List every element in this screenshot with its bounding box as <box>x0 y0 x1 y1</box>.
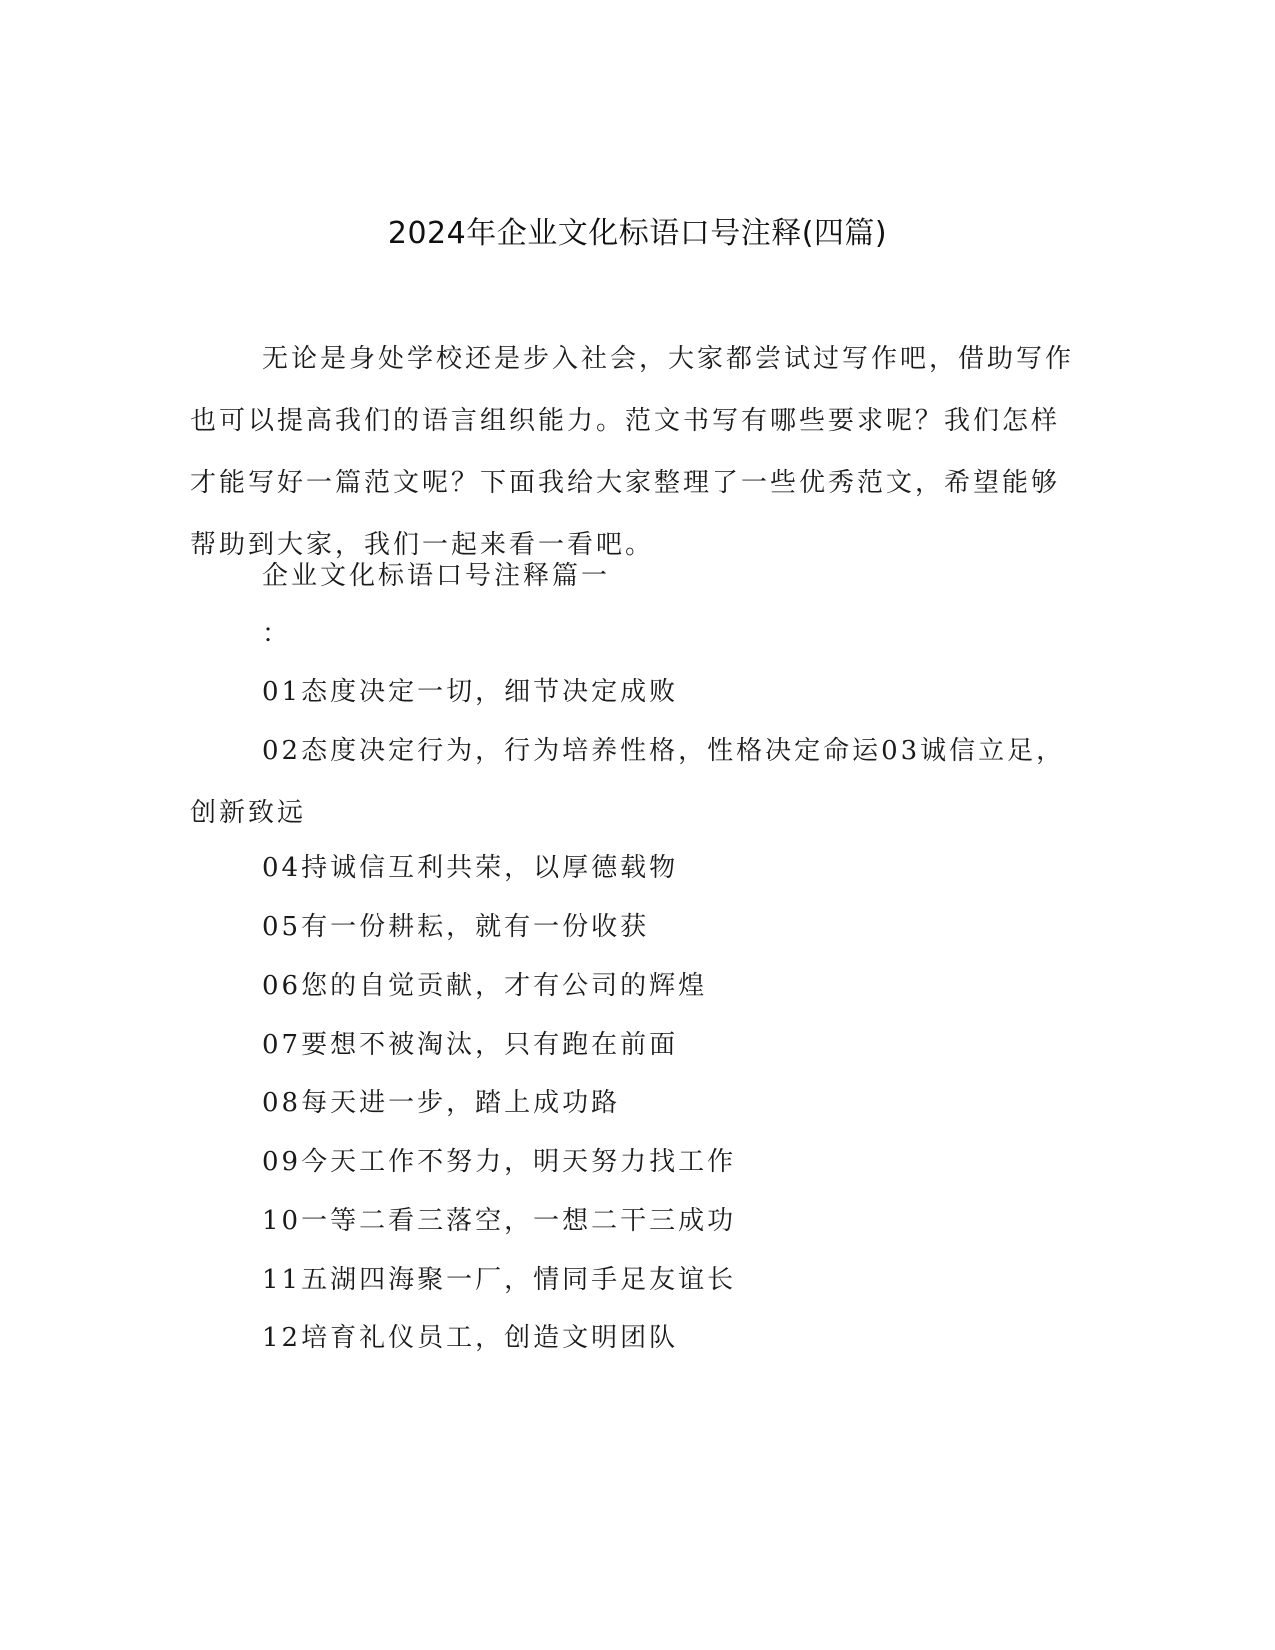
document-title: 2024年企业文化标语口号注释(四篇) <box>387 216 888 251</box>
colon-line: ： <box>262 619 292 649</box>
intro-paragraph: 无论是身处学校还是步入社会，大家都尝试过写作吧，借助写作也可以提高我们的语言组织能力。范文书写有哪些要求呢？我们怎样才能写好一篇范文呢？下面我给大家整理了一些优秀范文，希望能够帮助到大家，我们一起来看一看吧。 <box>190 344 1075 560</box>
slogan-item: 08每天进一步，踏上成功路 <box>262 1088 621 1118</box>
slogan-item: 05有一份耕耘，就有一份收获 <box>262 912 650 942</box>
slogan-item: 10一等二看三落空，一想二干三成功 <box>262 1206 737 1236</box>
slogan-item: 01态度决定一切，细节决定成败 <box>262 677 679 707</box>
slogan-item: 02态度决定行为，行为培养性格，性格决定命运03诚信立足，创新致远 <box>190 736 1066 828</box>
slogan-item: 09今天工作不努力，明天努力找工作 <box>262 1147 737 1177</box>
slogan-item: 06您的自觉贡献，才有公司的辉煌 <box>262 971 708 1001</box>
slogan-item: 04持诚信互利共荣，以厚德载物 <box>262 853 679 883</box>
slogan-item: 07要想不被淘汰，只有跑在前面 <box>262 1030 679 1060</box>
slogan-item: 12培育礼仪员工，创造文明团队 <box>262 1323 679 1353</box>
section-heading: 企业文化标语口号注释篇一 <box>262 561 611 591</box>
slogan-item: 11五湖四海聚一厂，情同手足友谊长 <box>262 1265 737 1295</box>
